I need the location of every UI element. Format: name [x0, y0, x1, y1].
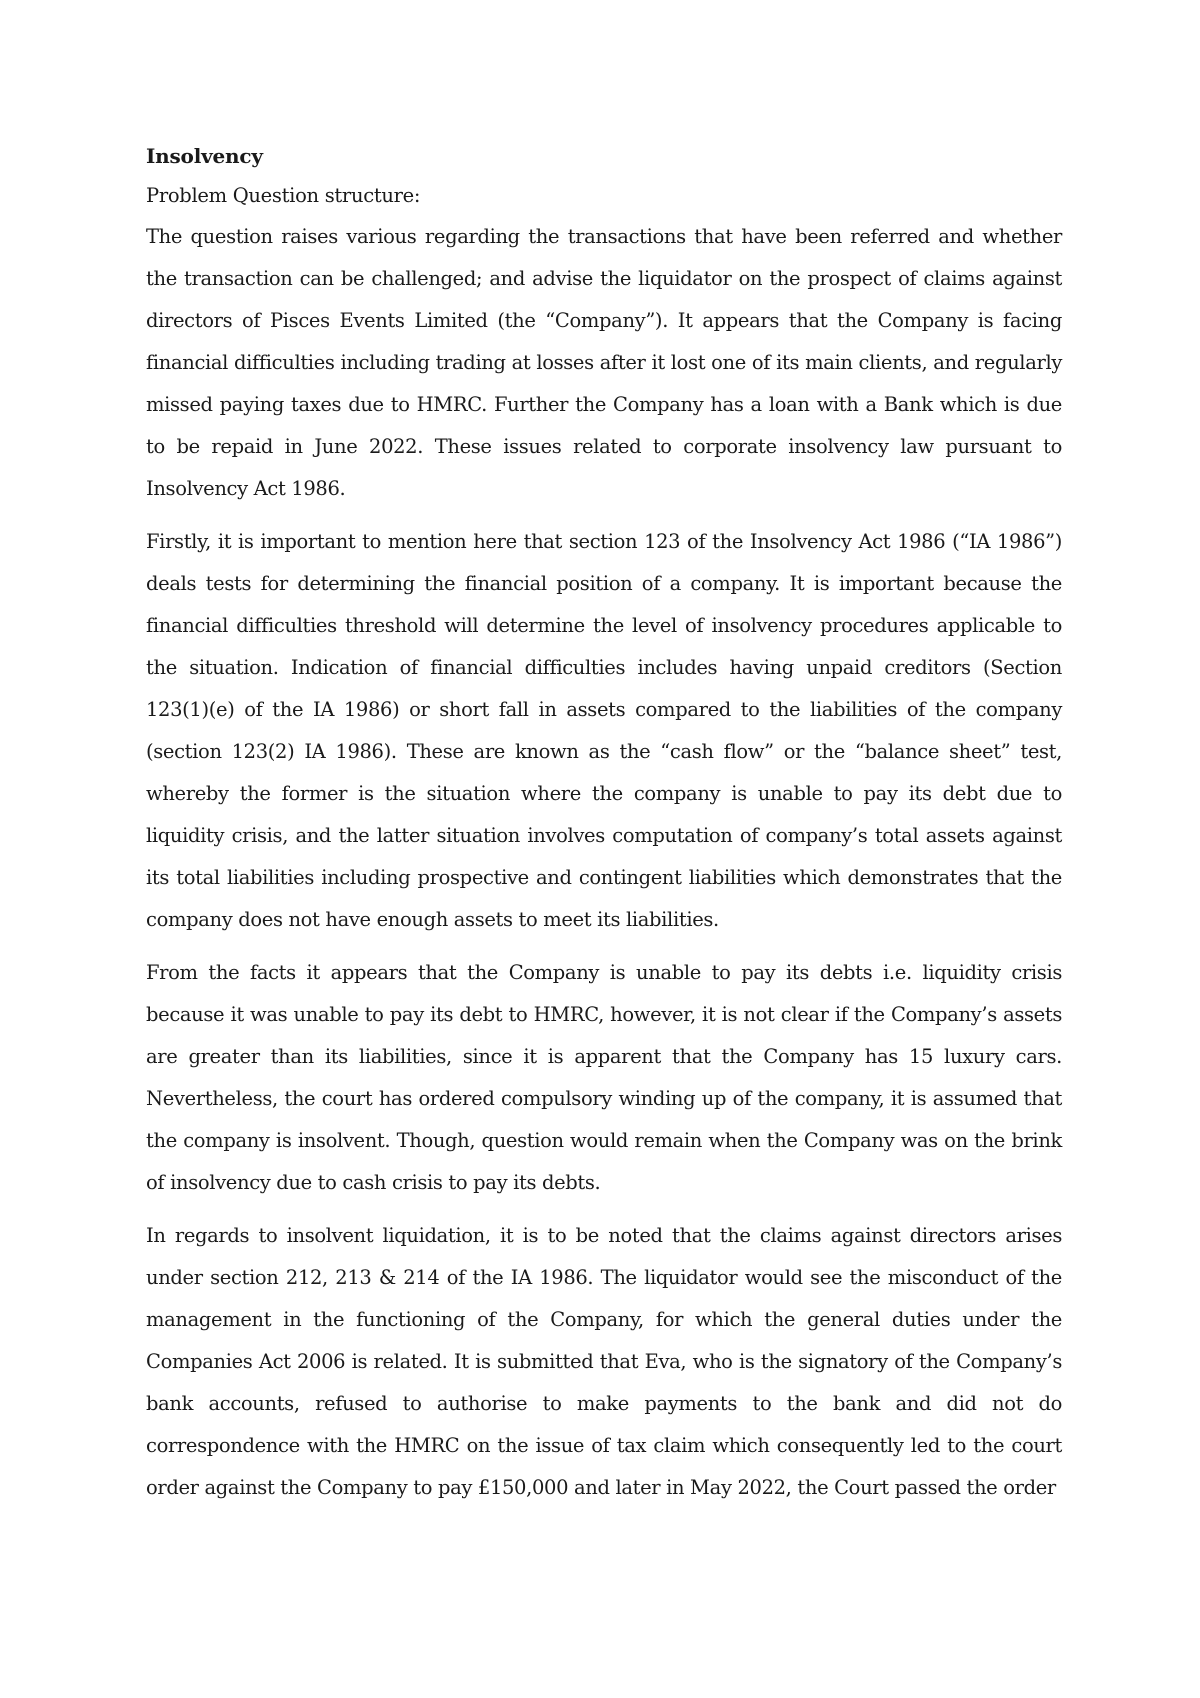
paragraph-section-123: Firstly, it is important to mention here that section 123 of the Insolvency Act 1986 (“IA 1986”) deals tests for determining the financial position of a company. It is important because the financial difficulties threshold will determine the level of insolvency procedures applicable to the situation. Indication of financial difficulties includes having unpaid creditors (Section 123(1)(e) of the IA 1986) or short fall in assets compared to the liabilities of the company (section 123(2) IA 1986). These are known as the “cash flow” or the “balance sheet” test, whereby the former is the situation where the company is unable to pay its debt due to liquidity crisis, and the latter situation involves computation of company’s total assets against its total liabilities including prospective and contingent liabilities which demonstrates that the company does not have enough assets to meet its liabilities.	[146, 530, 1062, 931]
document-title: Insolvency	[146, 144, 263, 168]
paragraph-facts: From the facts it appears that the Company is unable to pay its debts i.e. liquidity crisis because it was unable to pay its debt to HMRC, however, it is not clear if the Company’s assets are greater than its liabilities, since it is apparent that the Company has 15 luxury cars. Nevertheless, the court has ordered compulsory winding up of the company, it is assumed that the company is insolvent. Though, question would remain when the Company was on the brink of insolvency due to cash crisis to pay its debts.	[146, 961, 1062, 1194]
document-body	[146, 142, 1062, 1520]
paragraph-introduction: The question raises various regarding the transactions that have been referred and whether the transaction can be challenged; and advise the liquidator on the prospect of claims against directors of Pisces Events Limited (the “Company”). It appears that the Company is facing financial difficulties including trading at losses after it lost one of its main clients, and regularly missed paying taxes due to HMRC. Further the Company has a loan with a Bank which is due to be repaid in June 2022. These issues related to corporate insolvency law pursuant to Insolvency Act 1986.	[146, 225, 1062, 500]
paragraph-insolvent-liquidation: In regards to insolvent liquidation, it is to be noted that the claims against directors arises under section 212, 213 & 214 of the IA 1986. The liquidator would see the misconduct of the management in the functioning of the Company, for which the general duties under the Companies Act 2006 is related. It is submitted that Eva, who is the signatory of the Company’s bank accounts, refused to authorise to make payments to the bank and did not do correspondence with the HMRC on the issue of tax claim which consequently led to the court order against the Company to pay £150,000 and later in May 2022, the Court passed the order	[146, 1224, 1062, 1499]
document-subtitle: Problem Question structure:	[146, 184, 421, 207]
